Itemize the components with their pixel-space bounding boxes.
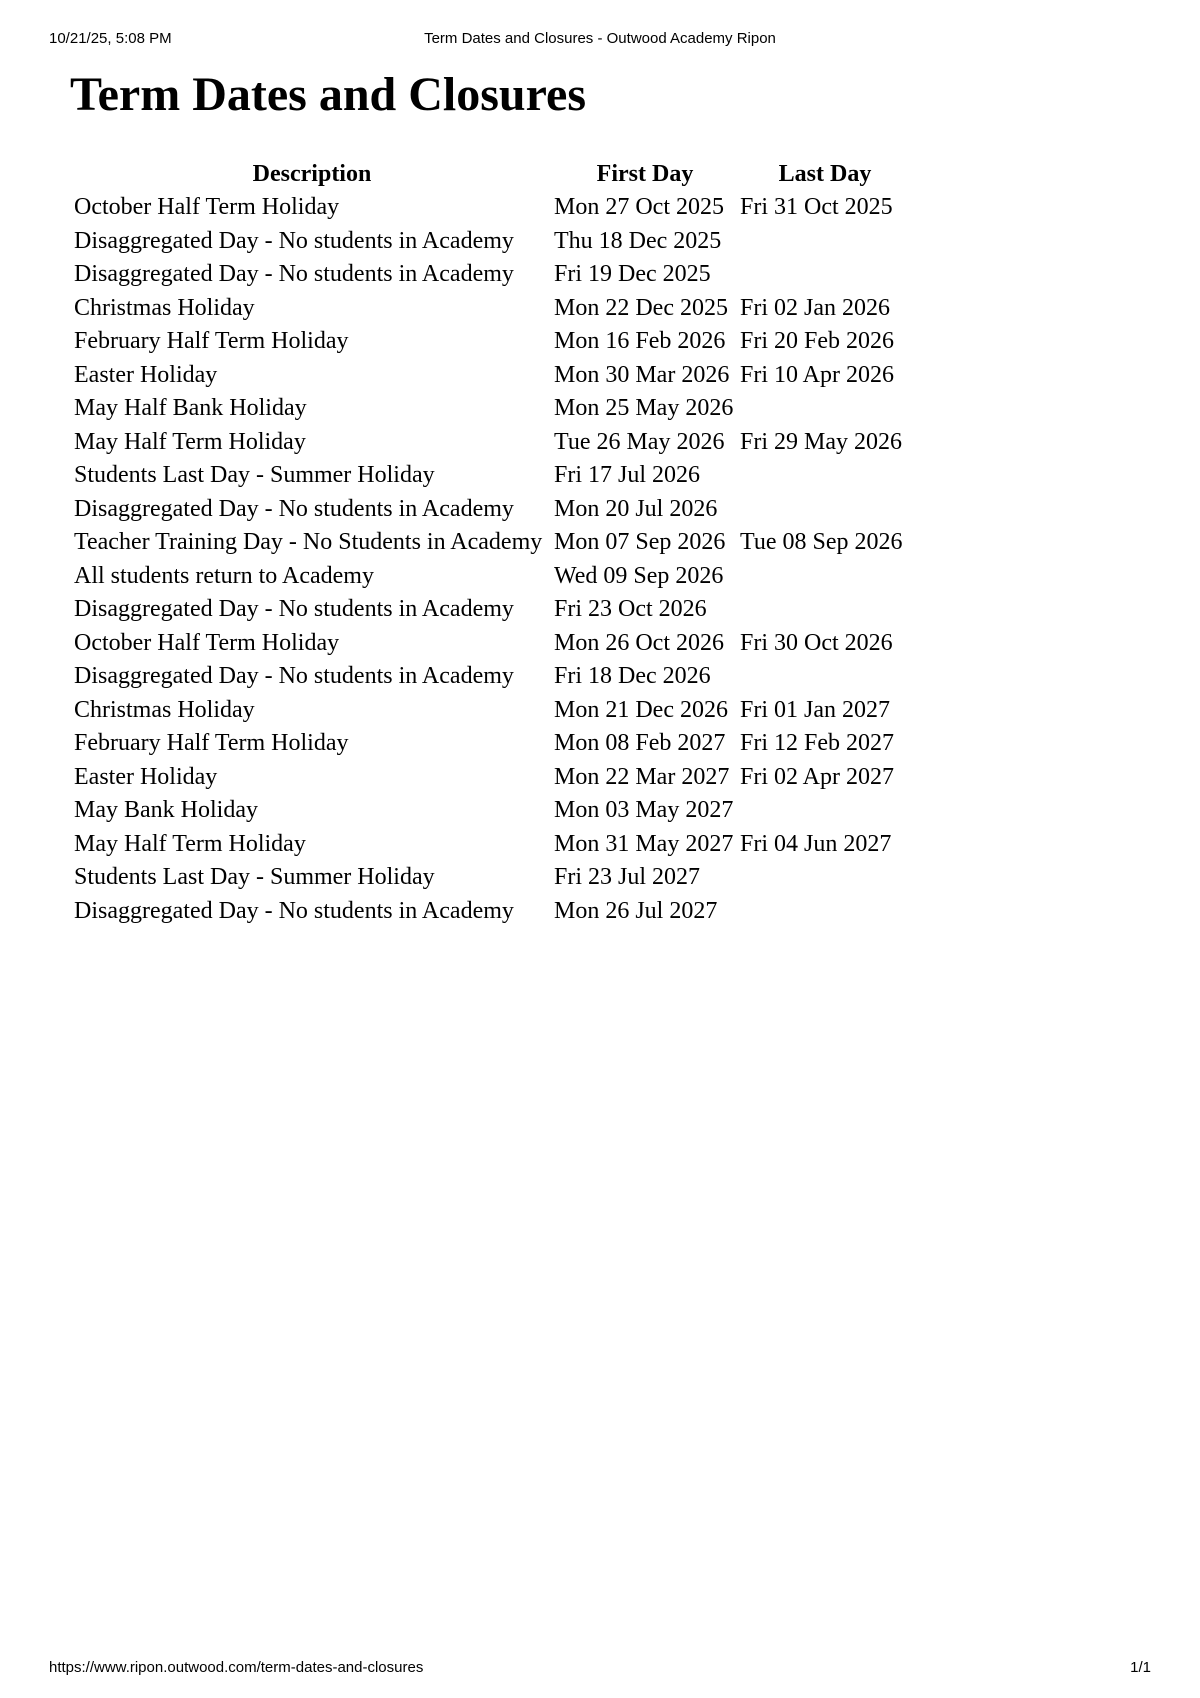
cell-first-day: Mon 25 May 2026 [554, 395, 734, 422]
cell-last-day: Fri 02 Apr 2027 [740, 763, 895, 790]
cell-description: Disaggregated Day - No students in Academy [74, 495, 514, 522]
cell-description: Disaggregated Day - No students in Academy [74, 596, 514, 623]
cell-description: October Half Term Holiday [74, 194, 340, 221]
cell-last-day: Fri 30 Oct 2026 [740, 629, 893, 656]
table-row [72, 392, 912, 426]
term-dates-table [72, 158, 912, 928]
cell-description: Christmas Holiday [74, 696, 255, 723]
cell-last-day [738, 258, 912, 292]
print-document-title: Term Dates and Closures - Outwood Academy Ripon [424, 30, 776, 47]
table-body [72, 191, 912, 928]
print-header [49, 30, 1151, 50]
column-header-description: Description [252, 161, 372, 187]
table-row [72, 694, 912, 728]
table-row [72, 560, 912, 594]
cell-last-day: Fri 29 May 2026 [740, 428, 902, 455]
cell-last-day [738, 895, 912, 929]
cell-first-day: Fri 23 Oct 2026 [554, 596, 707, 623]
table-row [72, 761, 912, 795]
cell-first-day: Thu 18 Dec 2025 [554, 227, 722, 254]
cell-last-day [738, 794, 912, 828]
cell-description: May Half Term Holiday [74, 830, 306, 857]
cell-last-day [738, 459, 912, 493]
column-header-first-day: First Day [596, 161, 694, 187]
cell-first-day: Mon 07 Sep 2026 [554, 529, 726, 556]
cell-description: Disaggregated Day - No students in Academy [74, 261, 514, 288]
cell-first-day: Tue 26 May 2026 [554, 428, 725, 455]
table-header-row [72, 158, 912, 191]
cell-first-day: Mon 26 Oct 2026 [554, 629, 724, 656]
table-row [72, 359, 912, 393]
cell-last-day: Fri 10 Apr 2026 [740, 361, 895, 388]
cell-last-day [738, 593, 912, 627]
cell-description: Disaggregated Day - No students in Academy [74, 897, 514, 924]
table-row [72, 794, 912, 828]
cell-description: Students Last Day - Summer Holiday [74, 864, 435, 891]
cell-last-day: Fri 12 Feb 2027 [740, 730, 895, 757]
cell-description: Disaggregated Day - No students in Academy [74, 227, 514, 254]
table-row [72, 191, 912, 225]
cell-first-day: Mon 08 Feb 2027 [554, 730, 726, 757]
table-row [72, 727, 912, 761]
cell-first-day: Fri 19 Dec 2025 [554, 261, 711, 288]
cell-first-day: Fri 23 Jul 2027 [554, 864, 701, 891]
table-row [72, 861, 912, 895]
table-row [72, 660, 912, 694]
table-row [72, 895, 912, 929]
cell-last-day [738, 392, 912, 426]
table-row [72, 593, 912, 627]
cell-first-day: Mon 26 Jul 2027 [554, 897, 718, 924]
table-row [72, 627, 912, 661]
cell-last-day [738, 560, 912, 594]
cell-description: Christmas Holiday [74, 294, 255, 321]
cell-description: May Bank Holiday [74, 797, 258, 824]
print-page-number: 1/1 [1130, 1659, 1151, 1676]
cell-description: Disaggregated Day - No students in Academy [74, 663, 514, 690]
cell-first-day: Mon 03 May 2027 [554, 797, 734, 824]
cell-last-day: Fri 04 Jun 2027 [740, 830, 892, 857]
cell-description: February Half Term Holiday [74, 328, 349, 355]
table-header [72, 158, 912, 191]
table-row [72, 325, 912, 359]
cell-description: Teacher Training Day - No Students in Academy [74, 529, 543, 556]
cell-last-day [738, 225, 912, 259]
cell-last-day: Fri 02 Jan 2026 [740, 294, 890, 321]
cell-first-day: Fri 18 Dec 2026 [554, 663, 711, 690]
cell-description: Students Last Day - Summer Holiday [74, 462, 435, 489]
cell-first-day: Mon 16 Feb 2026 [554, 328, 726, 355]
table-row [72, 828, 912, 862]
table-row [72, 292, 912, 326]
cell-description: Easter Holiday [74, 763, 218, 790]
cell-description: All students return to Academy [74, 562, 374, 589]
table-row [72, 493, 912, 527]
cell-first-day: Wed 09 Sep 2026 [554, 562, 724, 589]
table-row [72, 426, 912, 460]
cell-first-day: Mon 20 Jul 2026 [554, 495, 718, 522]
cell-first-day: Mon 22 Dec 2025 [554, 294, 728, 321]
cell-last-day: Fri 01 Jan 2027 [740, 696, 890, 723]
cell-first-day: Mon 30 Mar 2026 [554, 361, 730, 388]
table-row [72, 459, 912, 493]
cell-description: October Half Term Holiday [74, 629, 340, 656]
print-timestamp: 10/21/25, 5:08 PM [49, 30, 172, 47]
cell-first-day: Mon 22 Mar 2027 [554, 763, 730, 790]
cell-first-day: Mon 31 May 2027 [554, 830, 734, 857]
print-url: https://www.ripon.outwood.com/term-dates-and-closures [49, 1659, 424, 1676]
table-row [72, 526, 912, 560]
cell-description: May Half Term Holiday [74, 428, 306, 455]
cell-first-day: Mon 27 Oct 2025 [554, 194, 724, 221]
cell-last-day: Fri 31 Oct 2025 [740, 194, 893, 221]
cell-last-day [738, 660, 912, 694]
column-header-last-day: Last Day [778, 161, 872, 187]
print-footer [49, 1659, 1151, 1679]
table-row [72, 225, 912, 259]
cell-last-day [738, 861, 912, 895]
cell-description: May Half Bank Holiday [74, 395, 307, 422]
cell-description: February Half Term Holiday [74, 730, 349, 757]
cell-description: Easter Holiday [74, 361, 218, 388]
cell-first-day: Mon 21 Dec 2026 [554, 696, 728, 723]
page-title: Term Dates and Closures [70, 68, 587, 121]
cell-first-day: Fri 17 Jul 2026 [554, 462, 701, 489]
cell-last-day [738, 493, 912, 527]
table-row [72, 258, 912, 292]
cell-last-day: Fri 20 Feb 2026 [740, 328, 895, 355]
cell-last-day: Tue 08 Sep 2026 [740, 529, 903, 556]
